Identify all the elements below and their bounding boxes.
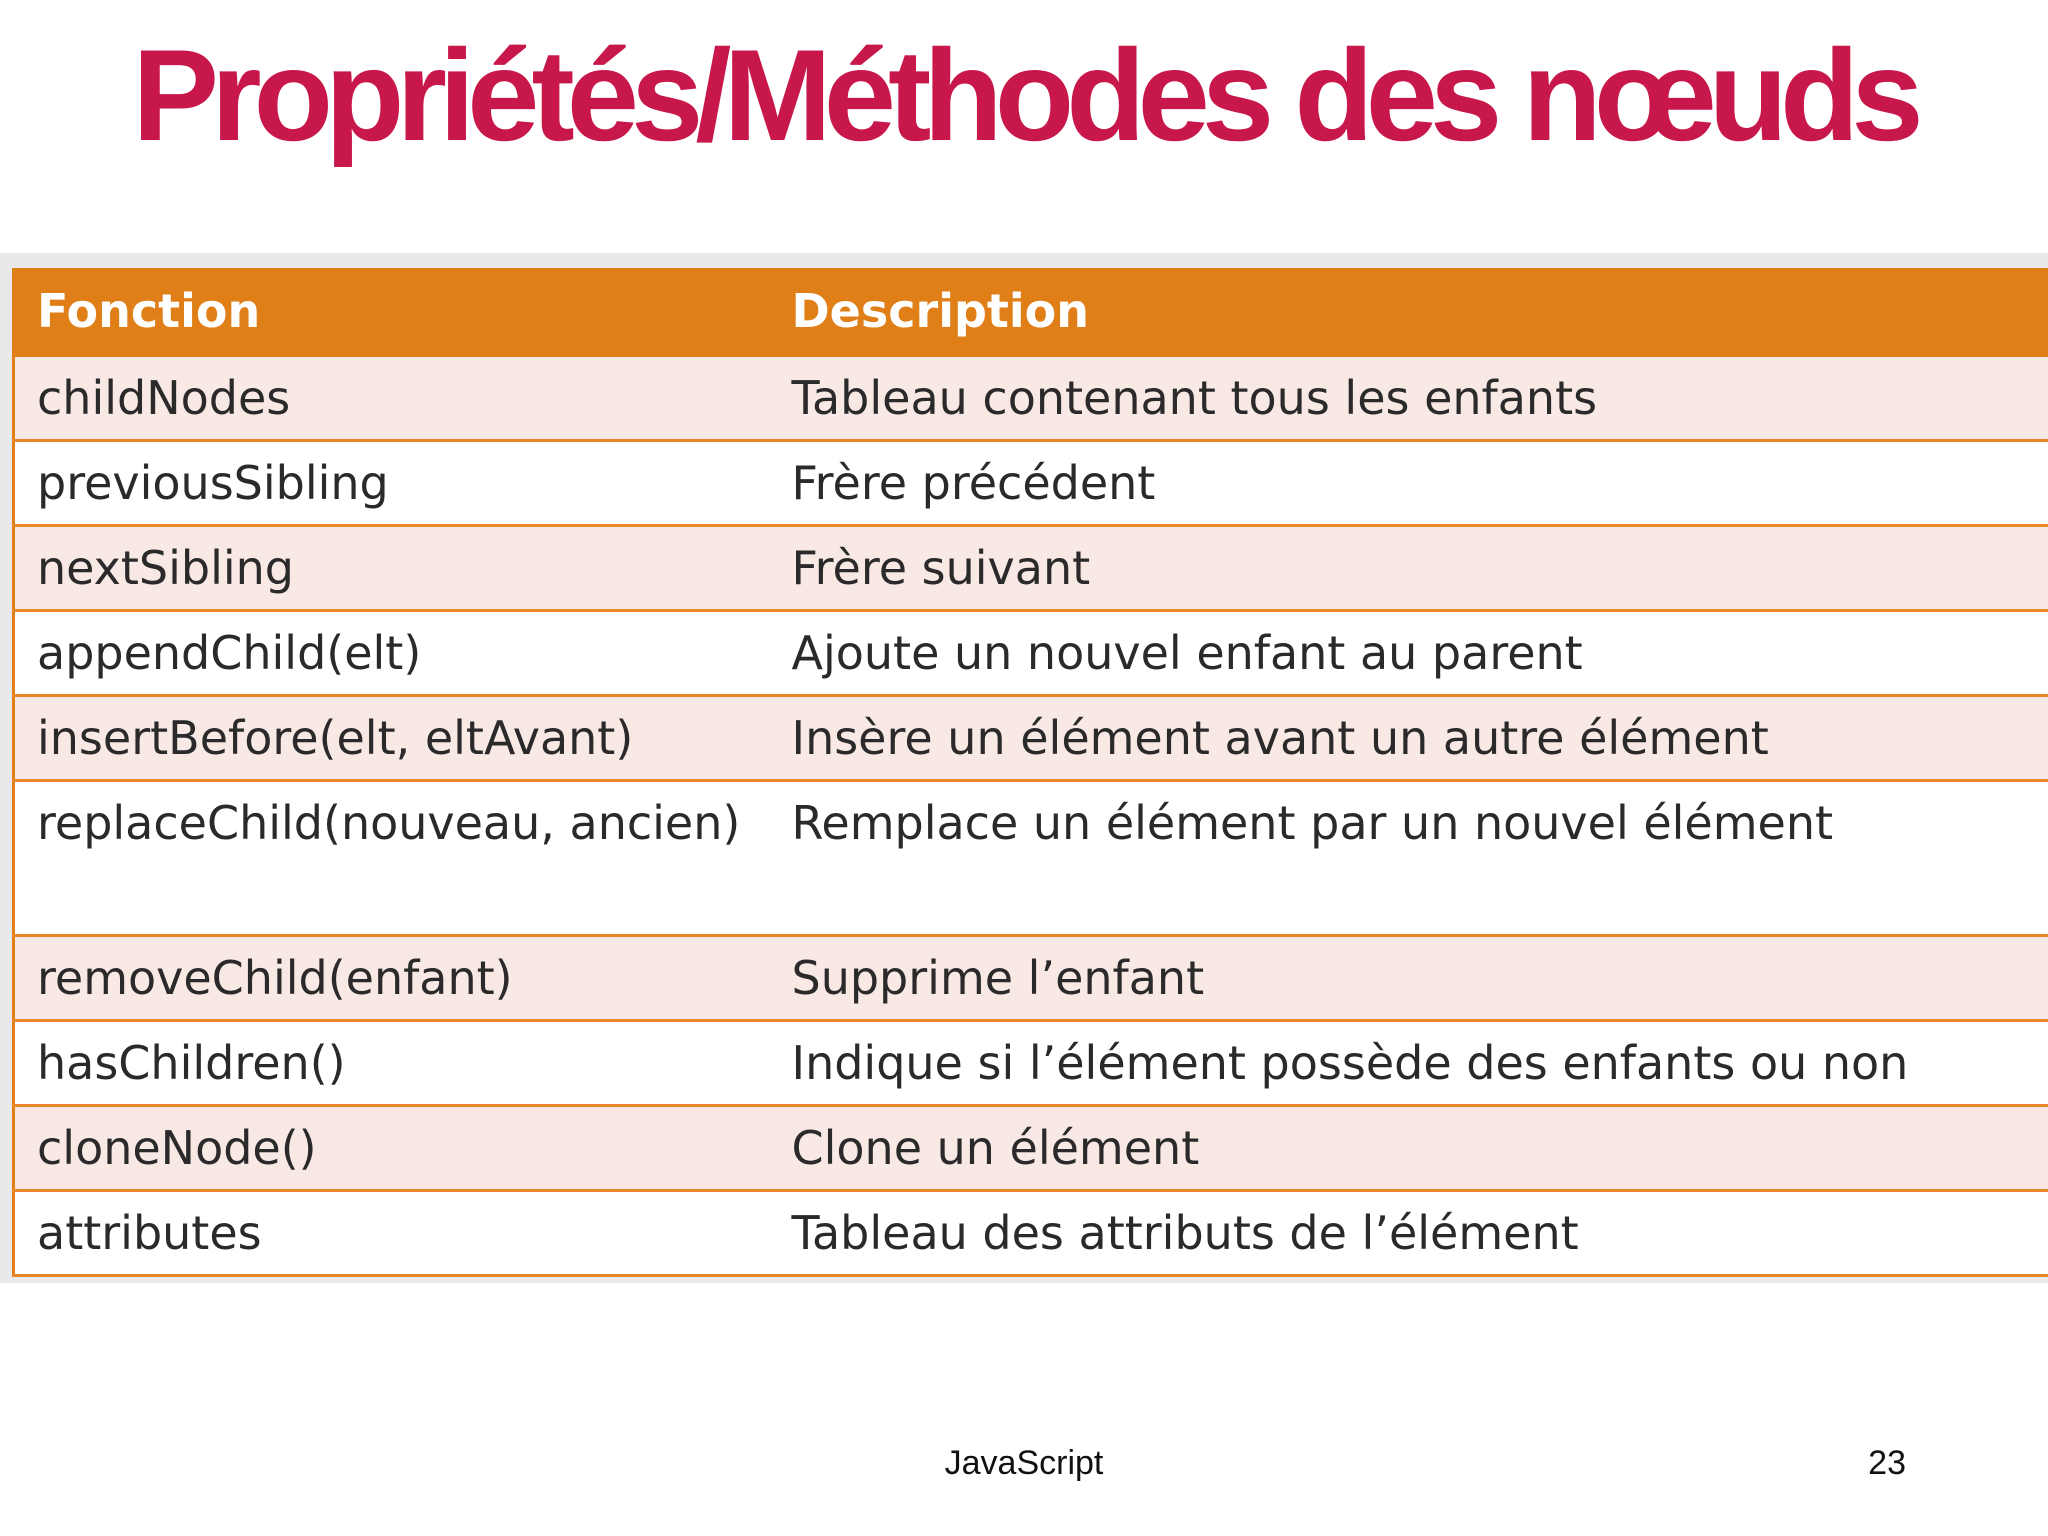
- description-cell: Indique si l’élément possède des enfants ou non: [770, 1021, 2048, 1106]
- function-cell: appendChild(elt): [14, 611, 770, 696]
- function-cell: replaceChild(nouveau, ancien): [14, 781, 770, 936]
- description-cell: Clone un élément: [770, 1106, 2048, 1191]
- description-cell: Frère précédent: [770, 441, 2048, 526]
- table-row: [14, 1021, 2048, 1106]
- table-row: [14, 441, 2048, 526]
- description-cell: Tableau des attributs de l’élément: [770, 1191, 2048, 1276]
- function-cell: childNodes: [14, 356, 770, 441]
- node-methods-table: [12, 268, 2048, 1277]
- description-cell: Insère un élément avant un autre élément: [770, 696, 2048, 781]
- description-cell: Tableau contenant tous les enfants: [770, 356, 2048, 441]
- table-row: [14, 1191, 2048, 1276]
- function-cell: hasChildren(): [14, 1021, 770, 1106]
- description-cell: Ajoute un nouvel enfant au parent: [770, 611, 2048, 696]
- function-cell: attributes: [14, 1191, 770, 1276]
- table-row: [14, 611, 2048, 696]
- table-row: [14, 1106, 2048, 1191]
- function-cell: previousSibling: [14, 441, 770, 526]
- function-cell: insertBefore(elt, eltAvant): [14, 696, 770, 781]
- function-cell: removeChild(enfant): [14, 936, 770, 1021]
- table-row: [14, 526, 2048, 611]
- slide-title: Propriétés/Méthodes des nœuds: [132, 22, 1916, 168]
- page-number: 23: [1868, 1444, 1906, 1482]
- description-cell: Supprime l’enfant: [770, 936, 2048, 1021]
- column-header-description: Description: [770, 268, 2048, 356]
- column-header-fonction: Fonction: [14, 268, 770, 356]
- footer-label: JavaScript: [944, 1444, 1104, 1482]
- table-row: [14, 781, 2048, 936]
- table-row: [14, 696, 2048, 781]
- table-row: [14, 356, 2048, 441]
- function-cell: nextSibling: [14, 526, 770, 611]
- function-cell: cloneNode(): [14, 1106, 770, 1191]
- description-cell: Remplace un élément par un nouvel élément: [770, 781, 2048, 936]
- table-row: [14, 936, 2048, 1021]
- description-cell: Frère suivant: [770, 526, 2048, 611]
- table-header-row: [14, 268, 2048, 356]
